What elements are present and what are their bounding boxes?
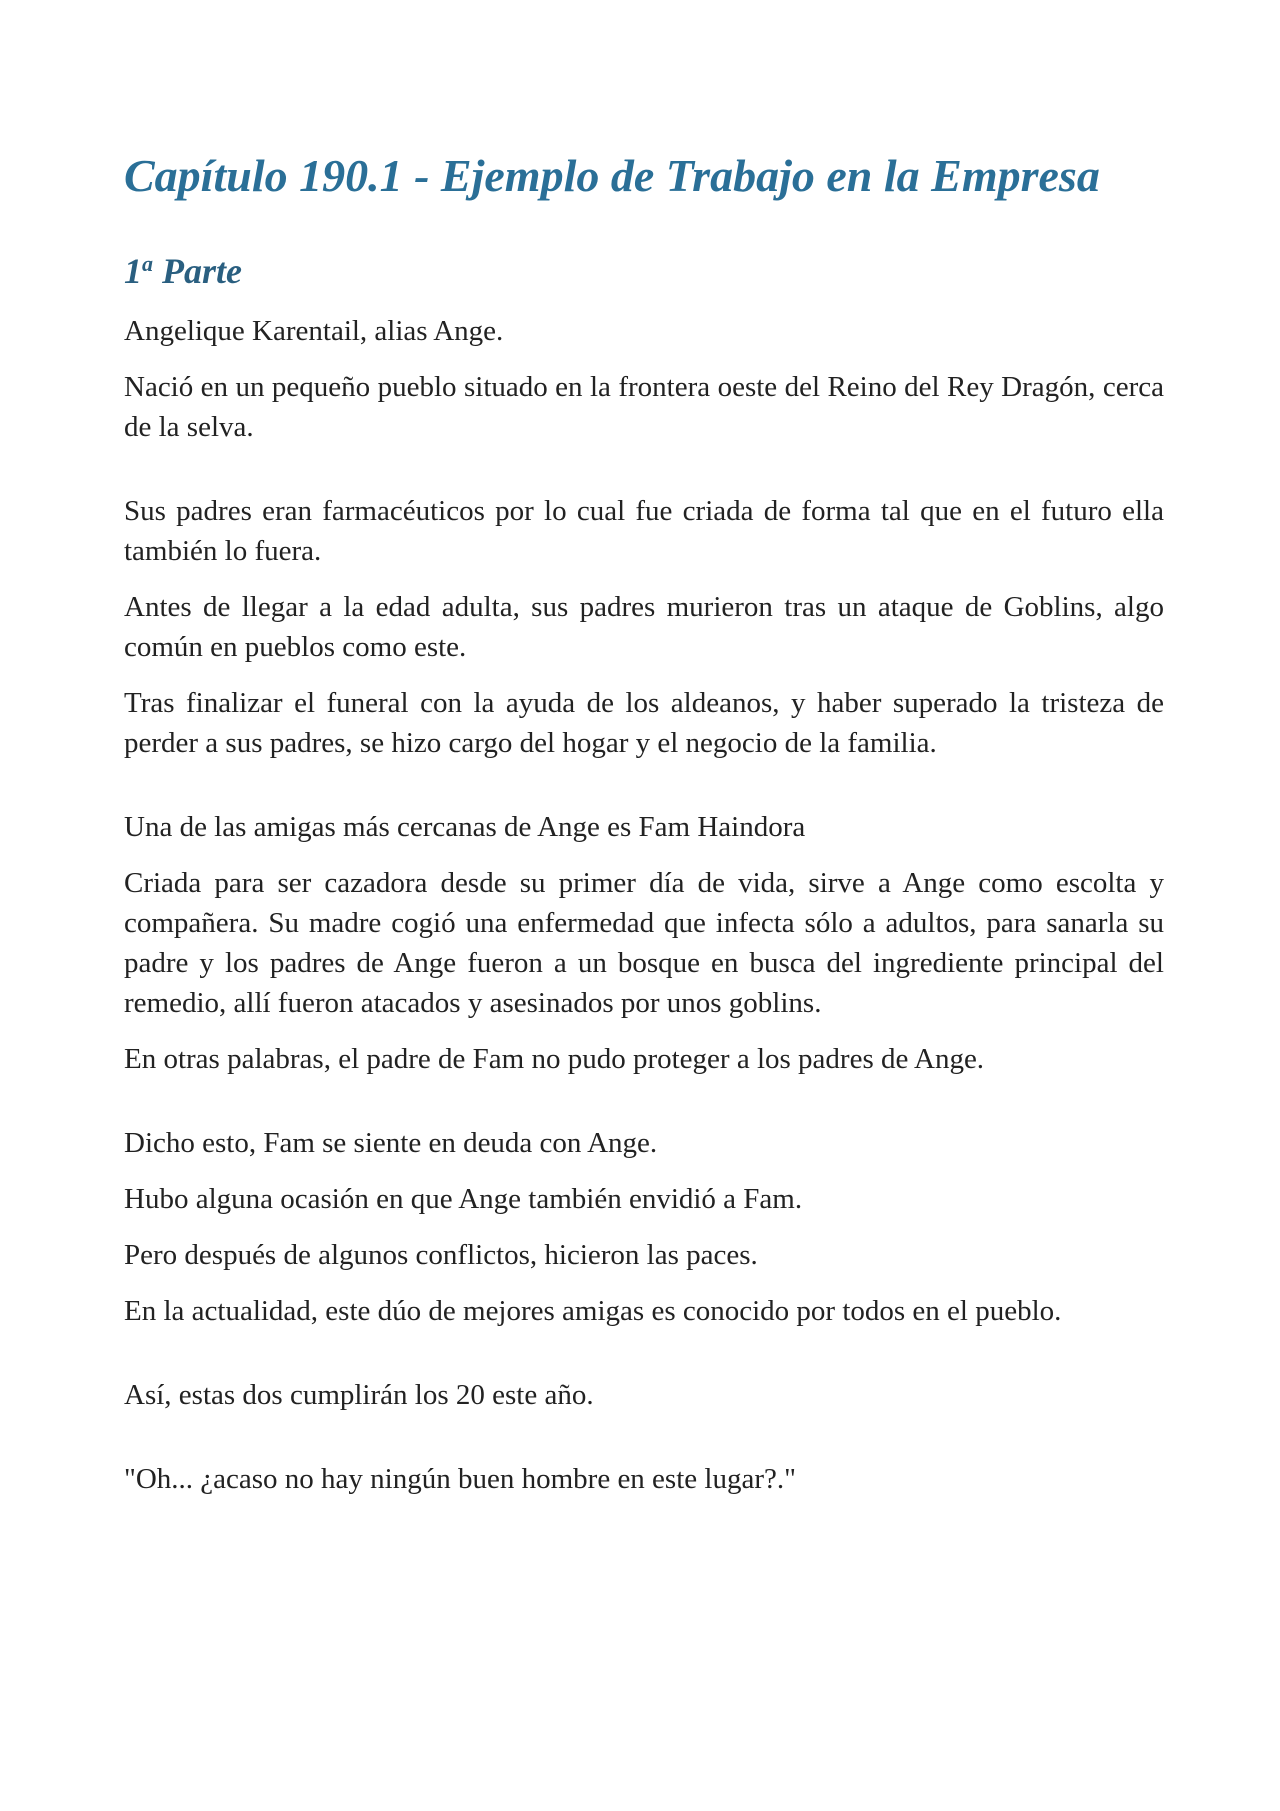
paragraph: Angelique Karentail, alias Ange. bbox=[124, 315, 504, 347]
paragraph: Criada para ser cazadora desde su primer día de vida, sirve a Ange como escolta y compañera. Su madre cogió una enfermedad que infecta sólo a adultos, para sanarla su padre y los padres de Ange fueron a un bosque en busca del ingrediente principal del remedio, allí fueron atacados y asesinados por unos goblins. bbox=[124, 867, 1164, 1019]
paragraph: En otras palabras, el padre de Fam no pudo proteger a los padres de Ange. bbox=[124, 1043, 985, 1075]
part-label: Parte bbox=[162, 251, 242, 291]
paragraph: Tras finalizar el funeral con la ayuda de los aldeanos, y haber superado la tristeza de perder a sus padres, se hizo cargo del hogar y el negocio de la familia. bbox=[124, 687, 1164, 759]
part-number: 1 bbox=[124, 251, 142, 291]
paragraph: Dicho esto, Fam se siente en deuda con Ange. bbox=[124, 1127, 658, 1159]
part-ordinal: a bbox=[142, 251, 153, 276]
paragraph: Hubo alguna ocasión en que Ange también envidió a Fam. bbox=[124, 1183, 803, 1215]
paragraph: Nació en un pequeño pueblo situado en la frontera oeste del Reino del Rey Dragón, cerca de la selva. bbox=[124, 371, 1164, 443]
paragraph: En la actualidad, este dúo de mejores amigas es conocido por todos en el pueblo. bbox=[124, 1295, 1062, 1327]
paragraph: Sus padres eran farmacéuticos por lo cual fue criada de forma tal que en el futuro ella también lo fuera. bbox=[124, 495, 1164, 567]
paragraph: Una de las amigas más cercanas de Ange es Fam Haindora bbox=[124, 811, 806, 843]
chapter-title: Capítulo 190.1 - Ejemplo de Trabajo en la Empresa bbox=[124, 150, 1100, 201]
paragraph: Así, estas dos cumplirán los 20 este año. bbox=[124, 1379, 594, 1411]
paragraph: Antes de llegar a la edad adulta, sus padres murieron tras un ataque de Goblins, algo común en pueblos como este. bbox=[124, 591, 1164, 663]
paragraph: Pero después de algunos conflictos, hicieron las paces. bbox=[124, 1239, 758, 1271]
paragraph: "Oh... ¿acaso no hay ningún buen hombre en este lugar?." bbox=[124, 1463, 796, 1495]
part-heading bbox=[124, 251, 1164, 291]
document-content bbox=[124, 148, 1164, 1515]
